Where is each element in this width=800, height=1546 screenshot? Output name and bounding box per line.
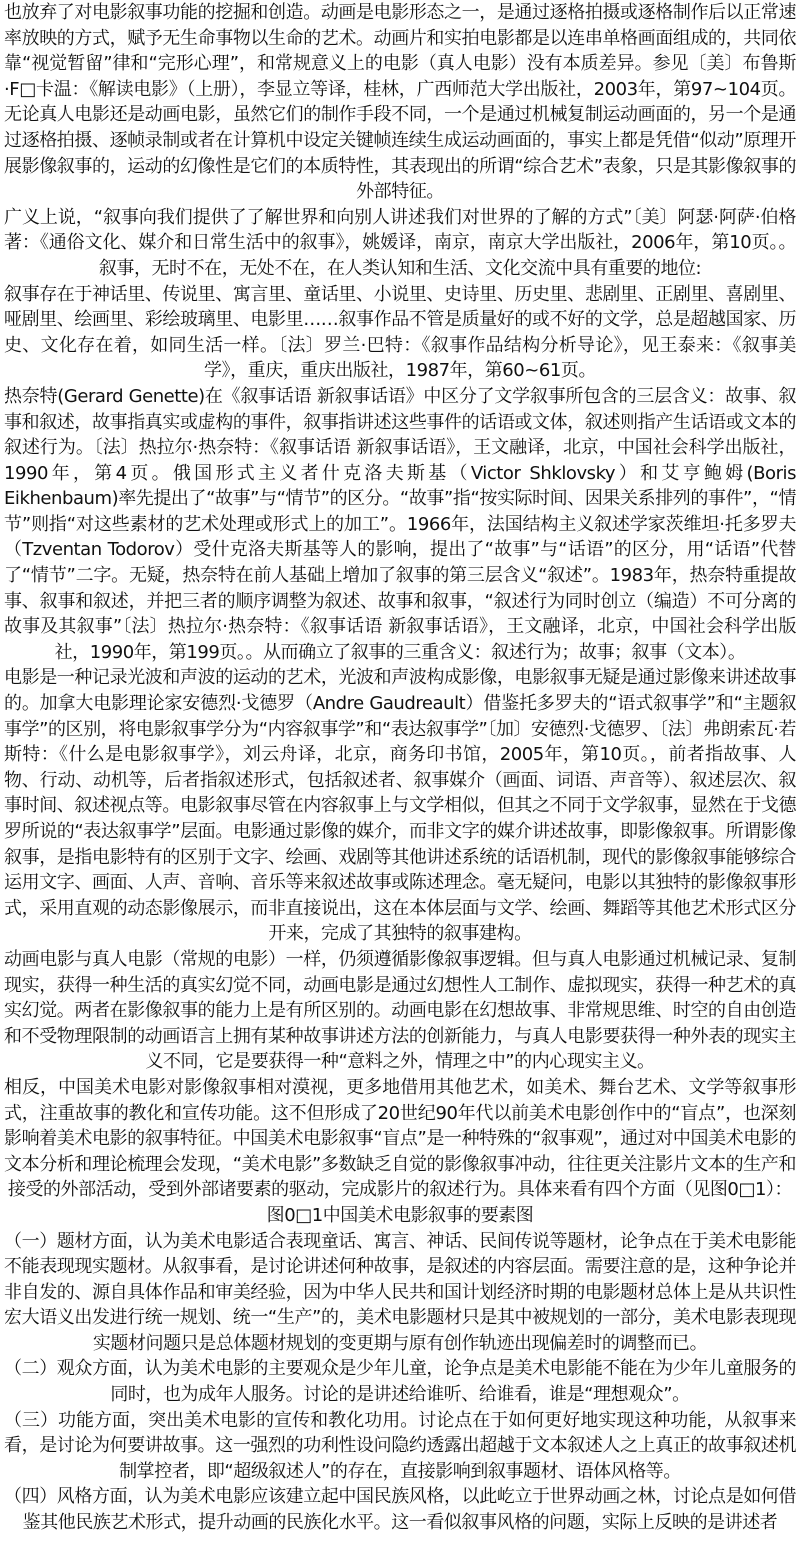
paragraph-genette-narrative: 热奈特(Gerard Genette)在《叙事话语 新叙事话语》中区分了文学叙事所包含的三层含义：故事、叙事和叙述，故事指真实或虚构的事件，叙事指讲述这些事件的话语或文体，叙述则指产生话语或文本的叙述行为。〔法〕热拉尔·热奈特：《叙事话语 新叙事话语》，王文融译，北京，中国社会科学出版社，1990年，第4页。俄国形式主义者什克洛夫斯基（Victor Shklovsky）和艾亨鲍姆(Boris Eikhenbaum)率先提出了“故事”与“情节”的区分。“故事”指“按实际时间、因果关系排列的事件”，“情节”则指“对这些素材的艺术处理或形式上的加工”。1966年，法国结构主义叙述学家茨维坦·托多罗夫（Tzventan Todorov）受什克洛夫斯基等人的影响，提出了“故事”与“话语”的区分，用“话语”代替了“情节”二字。无疑，热奈特在前人基础上增加了叙事的第三层含义“叙述”。1983年，热奈特重提故事、叙事和叙述，并把三者的顺序调整为叙述、故事和叙事，“叙述行为同时创立（编造）不可分离的故事及其叙事”〔法〕热拉尔·热奈特：《叙事话语 新叙事话语》，王文融译，北京，中国社会科学出版社，1990年，第199页。。从而确立了叙事的三重含义：叙述行为；故事；叙事（文本）。 [4,385,796,663]
paragraph-audience: （二）观众方面，认为美术电影的主要观众是少年儿童，论争点是美术电影能不能在为少年儿童服务的同时，也为成年人服务。讨论的是讲述给谁听、给谁看，谁是“理想观众”。 [4,1358,796,1406]
paragraph-animation-vs-live-action: 动画电影与真人电影（常规的电影）一样，仍须遵循影像叙事逻辑。但与真人电影通过机械记录、复制现实，获得一种生活的真实幻觉不同，动画电影是通过幻想性人工制作、虚拟现实，获得一种艺术的真实幻觉。两者在影像叙事的能力上是有所区别的。动画电影在幻想故事、非常规思维、时空的自由创造和不受物理限制的动画语言上拥有某种故事讲述方法的创新能力，与真人电影要获得一种外表的现实主义不同，它是要获得一种“意料之外，情理之中”的内心现实主义。 [4,948,796,1073]
paragraph-narrative-broad-sense: 广义上说，“叙事向我们提供了了解世界和向别人讲述我们对世界的了解的方式”〔美〕阿瑟·阿萨·伯格著：《通俗文化、媒介和日常生活中的叙事》，姚媛译，南京，南京大学出版社，2006年，第10页。。叙事，无时不在，无处不在，在人类认知和生活、文化交流中具有重要的地位: [4,206,796,279]
paragraph-subject-matter: （一）题材方面，认为美术电影适合表现童话、寓言、神话、民间传说等题材，论争点在于美术电影能不能表现现实题材。从叙事看，是讨论讲述何种故事，是叙述的内容层面。需要注意的是，这种争论并非自发的、源自具体作品和审美经验，因为中华人民共和国计划经济时期的电影题材总体上是从共识性宏大语义出发进行统一规划、统一“生产”的，美术电影题材只是其中被规划的一部分，美术电影表现现实题材问题只是总体题材规划的变更期与原有创作轨迹出现偏差时的调整而已。 [4,1230,796,1354]
paragraph-film-narrative: 电影是一种记录光波和声波的运动的艺术，光波和声波构成影像，电影叙事无疑是通过影像来讲述故事的。加拿大电影理论家安德烈·戈德罗（Andre Gaudreault）借鉴托多罗夫的“语式叙事学”和“主题叙事学”的区别，将电影叙事学分为“内容叙事学”和“表达叙事学”〔加〕安德烈·戈德罗、〔法〕弗朗索瓦·若斯特：《什么是电影叙事学》，刘云舟译，北京，商务印书馆，2005年，第10页。，前者指故事、人物、行动、动机等，后者指叙述形式，包括叙述者、叙事媒介（画面、词语、声音等）、叙述层次、叙事时间、叙述视点等。电影叙事尽管在内容叙事上与文学相似，但其之不同于文学叙事，显然在于戈德罗所说的“表达叙事学”层面。电影通过影像的媒介，而非文字的媒介讲述故事，即影像叙事。所谓影像叙事，是指电影特有的区别于文字、绘画、戏剧等其他讲述系统的话语机制，现代的影像叙事能够综合运用文字、画面、人声、音响、音乐等来叙述故事或陈述理念。毫无疑问，电影以其独特的影像叙事形式，采用直观的动态影像展示，而非直接说出，这在本体层面与文学、绘画、舞蹈等其他艺术形式区分开来，完成了其独特的叙事建构。 [4,667,796,945]
paragraph-chinese-art-film: 相反，中国美术电影对影像叙事相对漠视，更多地借用其他艺术，如美术、舞台艺术、文学等叙事形式，注重故事的教化和宣传功能。这不但形成了20世纪90年代以前美术电影创作中的“盲点”，也深刻影响着美术电影的叙事特征。中国美术电影叙事“盲点”是一种特殊的“叙事观”，通过对中国美术电影的文本分析和理论梳理会发现，“美术电影”多数缺乏自觉的影像叙事冲动，往往更关注影片文本的生产和接受的外部活动，受到外部诸要素的驱动，完成影片的叙述行为。具体来看有四个方面（见图0□1）： [4,1076,796,1201]
paragraph-function: （三）功能方面，突出美术电影的宣传和教化功用。讨论点在于如何更好地实现这种功能，从叙事来看，是讨论为何要讲故事。这一强烈的功利性设问隐约透露出超越于文本叙述人之上真正的故事叙述机制掌控者，即“超级叙述人”的存在，直接影响到叙事题材、语体风格等。 [4,1409,796,1482]
paragraph-style: （四）风格方面，认为美术电影应该建立起中国民族风格，以此屹立于世界动画之林，讨论点是如何借鉴其他民族艺术形式，提升动画的民族化水平。这一看似叙事风格的问题，实际上反映的是讲述者 [4,1486,796,1534]
figure-caption: 图0□1中国美术电影叙事的要素图 [266,1204,534,1226]
paragraph-animation-definition: 也放弃了对电影叙事功能的挖掘和创造。动画是电影形态之一，是通过逐格拍摄或逐格制作后以正常速率放映的方式，赋予无生命事物以生命的艺术。动画片和实拍电影都是以连串单格画面组成的，共同依靠“视觉暂留”律和“完形心理”，和常规意义上的电影（真人电影）没有本质差异。参见〔美〕布鲁斯·F□卡温：《解读电影》（上册），李显立等译，桂林，广西师范大学出版社，2003年，第97~104页。无论真人电影还是动画电影，虽然它们的制作手段不同，一个是通过机械复制运动画面的，另一个是通过逐格拍摄、逐帧录制或者在计算机中设定关键帧连续生成运动画面的，事实上都是凭借“似动”原理开展影像叙事的，运动的幻像性是它们的本质特性，其表现出的所谓“综合艺术”表象，只是其影像叙事的外部特征。 [4,2,796,203]
paragraph-barthes-quote: 叙事存在于神话里、传说里、寓言里、童话里、小说里、史诗里、历史里、悲剧里、正剧里、喜剧里、哑剧里、绘画里、彩绘玻璃里、电影里……叙事作品不管是质量好的或不好的文学，总是超越国家、历史、文化存在着，如同生活一样。〔法〕罗兰·巴特：《叙事作品结构分析导论》，见王泰来：《叙事美学》，重庆，重庆出版社，1987年，第60~61页。 [4,283,796,382]
